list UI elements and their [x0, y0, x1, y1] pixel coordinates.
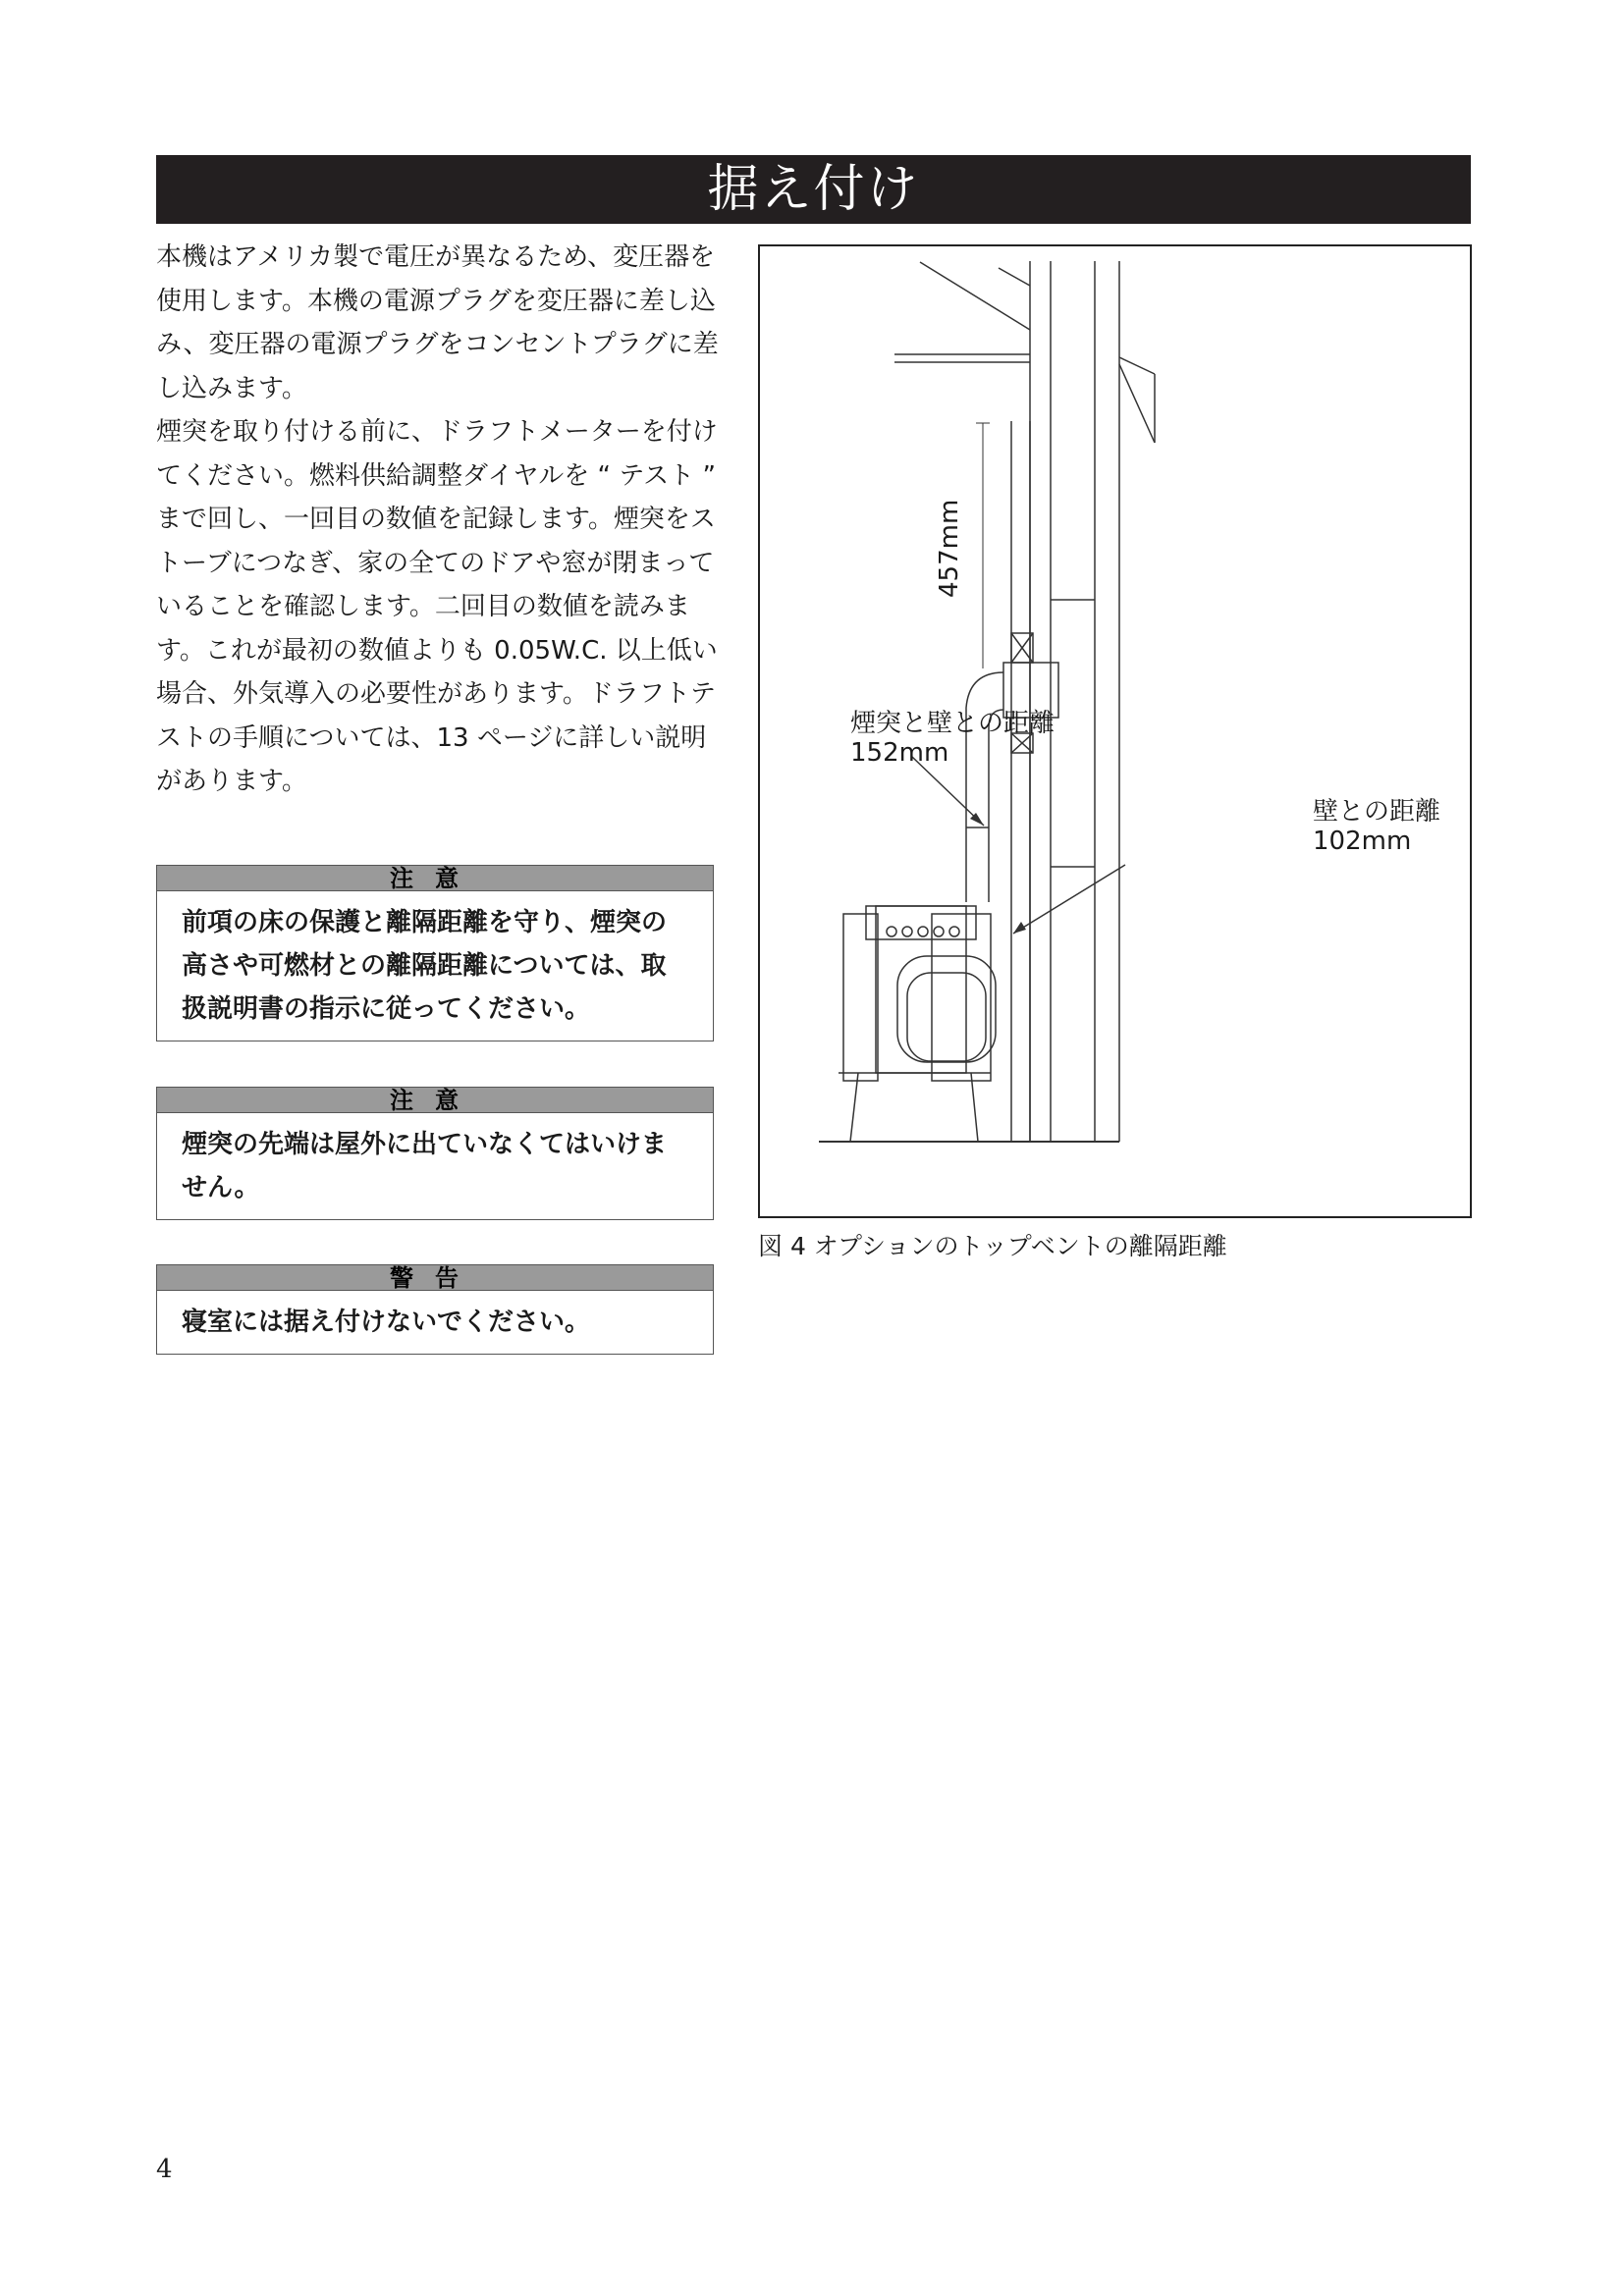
- dimension-457mm: 457mm: [935, 499, 964, 598]
- stove-body: [876, 906, 966, 1073]
- caution-box-1: [156, 865, 714, 1041]
- stove-door: [897, 956, 996, 1062]
- exterior-roof: [1119, 364, 1155, 443]
- paragraph-transformer: 本機はアメリカ製で電圧が異なるため、変圧器を使用します。本機の電源プラグを変圧器に差し込み、変圧器の電源プラグをコンセントプラグに差し込みます。: [156, 242, 719, 403]
- caution-message: 前項の床の保護と離隔距離を守り、煙突の高さや可燃材との離隔距離については、取扱説明書の指示に従ってください。: [182, 908, 668, 1024]
- roof-line: [999, 268, 1030, 286]
- caution-box-2: [156, 1087, 714, 1220]
- caution-message: 煙突の先端は屋外に出ていなくてはいけません。: [182, 1130, 668, 1202]
- page-title: 据え付け: [707, 160, 920, 219]
- clearance-diagram: [758, 244, 1472, 1218]
- paragraph-draft-test: 煙突を取り付ける前に、ドラフトメーターを付けてください。燃料供給調整ダイヤルを “ テスト ” まで回し、一回目の数値を記録します。煙突をストーブにつなぎ、家の全てのドアや窓が閉まっていることを確認します。二回目の数値を読みます。これが最初の数値よりも 0.05W.C. 以上低い場合、外気導入の必要性があります。ドラフトテストの手順については、13 ページに詳しい説明があります。: [156, 417, 718, 796]
- page-number: 4: [156, 2155, 173, 2184]
- label-wall-distance: 壁との距離 102mm: [1313, 797, 1441, 856]
- vent-elbow: [966, 672, 1003, 902]
- warning-heading: 警告: [157, 1265, 713, 1291]
- caution-heading: 注意: [157, 1088, 713, 1113]
- section-title-banner: [156, 155, 1471, 224]
- stove-top: [866, 906, 976, 939]
- caution-heading: 注意: [157, 866, 713, 891]
- stove-legs: [850, 1073, 978, 1142]
- warning-message: 寝室には据え付けないでください。: [182, 1308, 591, 1337]
- body-text: [156, 236, 721, 804]
- figure-caption: 図 4 オプションのトップベントの離隔距離: [758, 1232, 1227, 1260]
- roof-line: [920, 262, 1030, 330]
- exterior-roof: [1119, 357, 1155, 374]
- label-pipe-wall-distance: 煙突と壁との距離 152mm: [850, 709, 1056, 768]
- warning-box: [156, 1264, 714, 1355]
